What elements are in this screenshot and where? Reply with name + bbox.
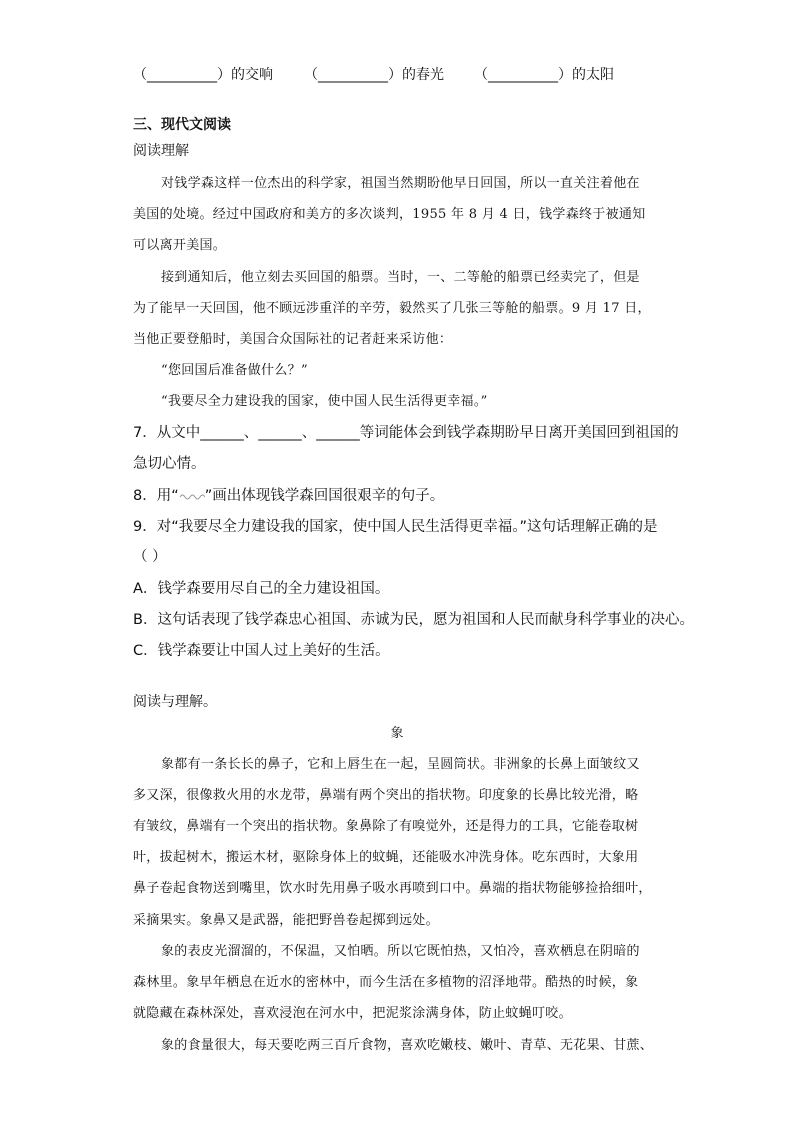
passage1-line: 接到通知后，他立刻去买回国的船票。当时，一、二等舱的船票已经卖完了，但是 [161,270,640,285]
passage2-line: 鼻子卷起食物送到嘴里，饮水时先用鼻子吸水再喷到口中。鼻端的指状物能够捡拾细叶， [133,881,652,896]
passage2-title: 象 [390,726,404,741]
wavy-underline-icon [179,491,205,501]
question-7: 7．从文中______、______、______等词能体会到钱学森期盼早日离开美国回到祖国的 [133,425,679,441]
question-8-suffix: ”画出体现钱学森回国很艰辛的句子。 [204,488,445,504]
option-b[interactable]: B．这句话表现了钱学森忠心祖国、赤诚为民，愿为祖国和人民而献身科学事业的决心。 [133,612,694,628]
fill-blank-3[interactable]: （__________）的太阳 [474,67,614,83]
passage1-line: 可以离开美国。 [133,238,227,253]
passage2-line: 象的表皮光溜溜的，不保温，又怕晒。所以它既怕热，又怕冷，喜欢栖息在阴暗的 [161,944,640,959]
passage1-line: 为了能早一天回国，他不顾远涉重洋的辛劳，毅然买了几张三等舱的船票。9 月 17 日， [133,301,651,316]
passage2-line: 多又深，很像救火用的水龙带，鼻端有两个突出的指状物。印度象的长鼻比较光滑，略 [133,788,639,803]
passage2-line: 象都有一条长长的鼻子，它和上唇生在一起，呈圆筒状。非洲象的长鼻上面皱纹又 [161,757,640,772]
option-a[interactable]: A．钱学森要用尽自己的全力建设祖国。 [133,581,390,597]
passage2-line: 有皱纹，鼻端有一个突出的指状物。象鼻除了有嗅觉外，还是得力的工具，它能卷取树 [133,819,639,834]
reading2-label: 阅读与理解。 [133,694,217,710]
question-8 [133,484,444,505]
question-9-answer-blank[interactable]: （ ） [133,549,167,565]
passage1-line: 美国的处境。经过中国政府和美方的多次谈判，1955 年 8 月 4 日，钱学森终于被通知 [133,207,646,222]
option-c[interactable]: C．钱学森要让中国人过上美好的生活。 [133,643,390,659]
reading1-label: 阅读理解 [133,143,189,159]
passage1-quote: “您回国后准备做什么？” [161,363,308,378]
passage2-line: 象的食量很大，每天要吃两三百斤食物，喜欢吃嫩枝、嫩叶、青草、无花果、甘蔗、 [161,1038,654,1053]
question-8-prefix: 8．用“ [133,488,179,504]
question-9: 9．对“我要尽全力建设我的国家，使中国人民生活得更幸福。”这句话理解正确的是 [133,519,658,535]
fill-blank-2[interactable]: （__________）的春光 [304,67,444,83]
passage2-line: 叶，拔起树木，搬运木材，驱除身体上的蚊蝇，还能吸水冲洗身体。吃东西时，大象用 [133,850,639,865]
section-title: 三、现代文阅读 [133,117,231,133]
question-7-cont: 急切心情。 [133,456,206,472]
passage2-line: 就隐藏在森林深处，喜欢浸泡在河水中，把泥浆涂满身体，防止蚊蝇叮咬。 [133,1006,572,1021]
passage2-line: 采摘果实。象鼻又是武器，能把野兽卷起掷到远处。 [133,913,439,928]
passage1-line: 对钱学森这样一位杰出的科学家，祖国当然期盼他早日回国，所以一直关注着他在 [161,176,640,191]
passage1-line: 当他正要登船时，美国合众国际社的记者赶来采访他： [133,332,453,347]
passage1-quote: “我要尽全力建设我的国家，使中国人民生活得更幸福。” [161,394,488,409]
passage2-line: 森林里。象早年栖息在近水的密林中，而今生活在多植物的沼泽地带。酷热的时候，象 [133,975,639,990]
fill-blank-1[interactable]: （__________）的交响 [133,67,273,83]
